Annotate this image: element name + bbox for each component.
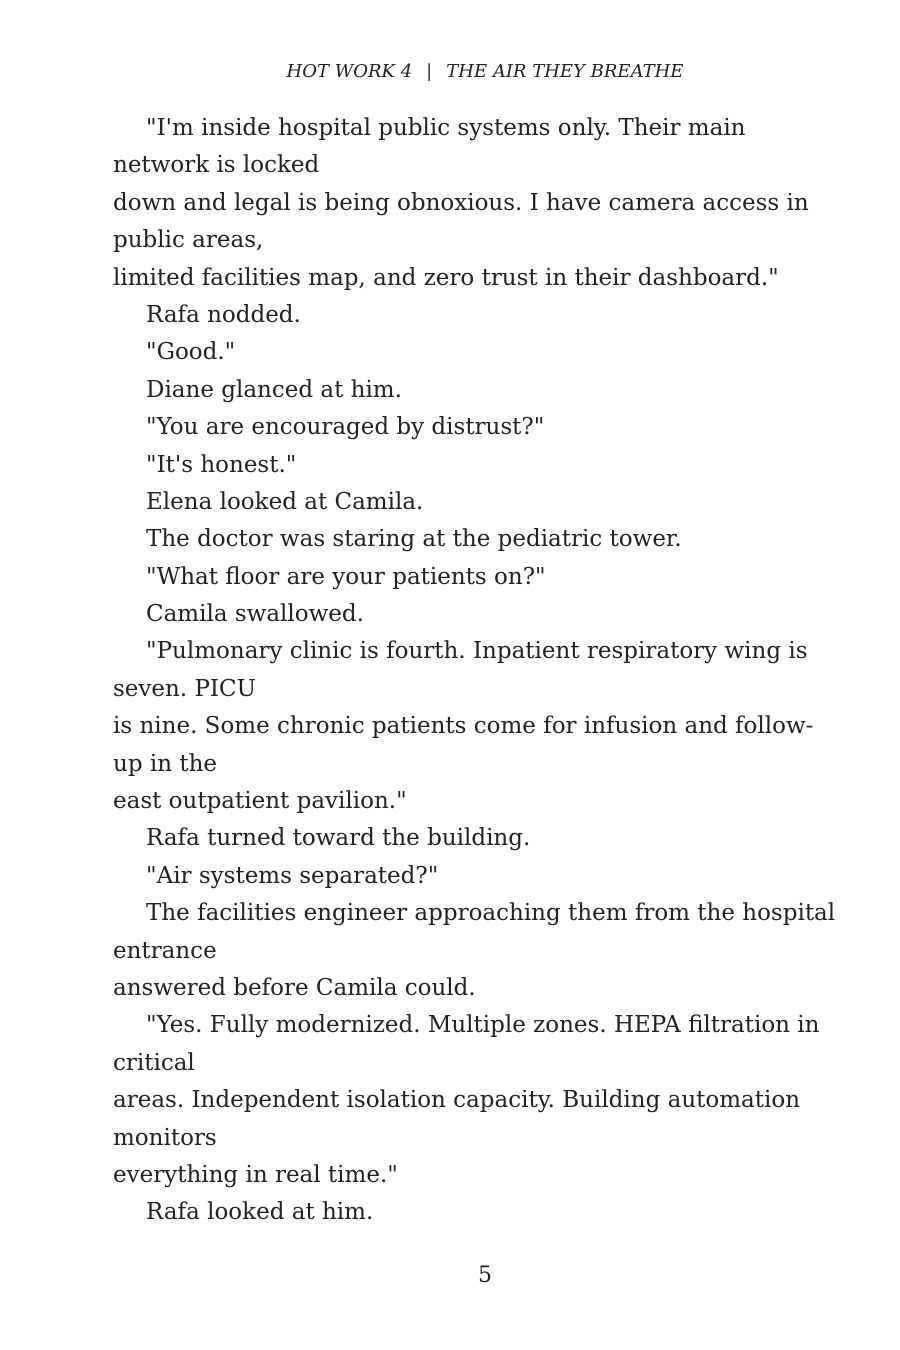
text-line: "I'm inside hospital public systems only. Their main xyxy=(146,115,746,141)
text-line: "Yes. Fully modernized. Multiple zones. HEPA filtration in xyxy=(146,1012,820,1039)
text-line: "Pulmonary clinic is fourth. Inpatient respiratory wing is xyxy=(146,638,808,665)
text-line: The facilities engineer approaching them from the hospital xyxy=(146,900,836,927)
text-line: "It's honest." xyxy=(146,451,297,478)
text-line: Rafa nodded. xyxy=(146,301,301,328)
text-line: Elena looked at Camila. xyxy=(146,488,424,515)
text-line: Rafa turned toward the building. xyxy=(146,825,531,852)
text-line: network is locked xyxy=(113,152,320,179)
text-line: "Air systems separated?" xyxy=(146,862,439,889)
text-line: public areas, xyxy=(113,227,264,254)
text-line: answered before Camila could. xyxy=(113,974,476,1001)
text-line: is nine. Some chronic patients come for infusion and follow- xyxy=(113,713,814,740)
text-line: "What floor are your patients on?" xyxy=(146,563,546,590)
text-line: areas. Independent isolation capacity. Building automation xyxy=(113,1087,801,1114)
text-line: "Good." xyxy=(146,339,236,366)
running-header xyxy=(0,60,900,84)
text-line: everything in real time." xyxy=(113,1161,398,1188)
body-text xyxy=(113,110,836,1232)
text-line: "You are encouraged by distrust?" xyxy=(146,414,545,441)
text-line: entrance xyxy=(113,937,217,964)
page-number: 5 xyxy=(478,1263,492,1288)
text-line: Camila swallowed. xyxy=(146,601,364,628)
text-line: east outpatient pavilion." xyxy=(113,788,407,815)
text-line: limited facilities map, and zero trust in their dashboard." xyxy=(113,264,779,291)
text-line: seven. PICU xyxy=(113,675,256,702)
text-line: monitors xyxy=(113,1124,217,1151)
book-title: HOT WORK 4 xyxy=(286,61,413,82)
text-line: Diane glanced at him. xyxy=(146,376,402,403)
text-line: critical xyxy=(113,1049,195,1076)
text-line: The doctor was staring at the pediatric tower. xyxy=(146,526,682,553)
text-line: down and legal is being obnoxious. I have camera access in xyxy=(113,189,809,216)
header-separator: | xyxy=(426,61,433,82)
text-line: Rafa looked at him. xyxy=(146,1199,374,1226)
chapter-title: THE AIR THEY BREATHE xyxy=(446,61,684,82)
text-line: up in the xyxy=(113,750,217,777)
